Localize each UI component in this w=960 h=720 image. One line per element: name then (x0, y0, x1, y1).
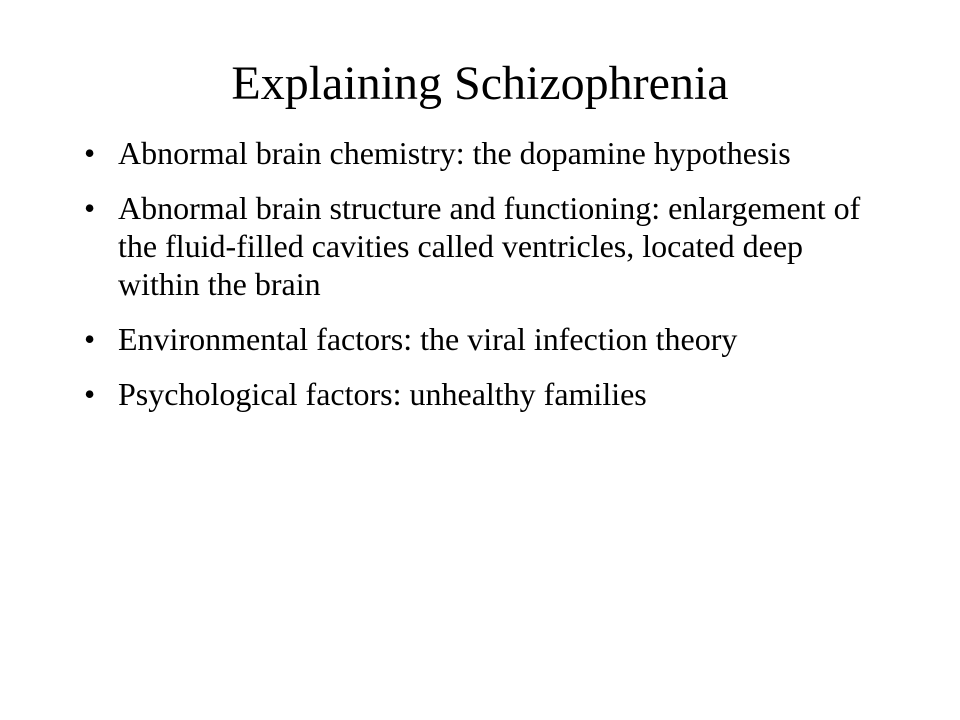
bullet-icon: • (84, 376, 96, 412)
bullet-icon: • (84, 135, 96, 171)
bullet-text: Abnormal brain chemistry: the dopamine hypothesis (118, 135, 791, 171)
bullet-icon: • (84, 321, 96, 357)
bullet-text: Psychological factors: unhealthy families (118, 376, 647, 412)
bullet-text: Abnormal brain structure and functioning: enlargement of the fluid-filled cavities called ventricles, located deep within the brain (118, 190, 861, 302)
bullet-list (84, 134, 884, 430)
bullet-item (84, 320, 884, 358)
bullet-text: Environmental factors: the viral infection theory (118, 321, 738, 357)
bullet-icon: • (84, 190, 96, 226)
bullet-item (84, 134, 884, 172)
bullet-item (84, 375, 884, 413)
slide-title: Explaining Schizophrenia (231, 57, 729, 110)
bullet-item (84, 189, 884, 303)
